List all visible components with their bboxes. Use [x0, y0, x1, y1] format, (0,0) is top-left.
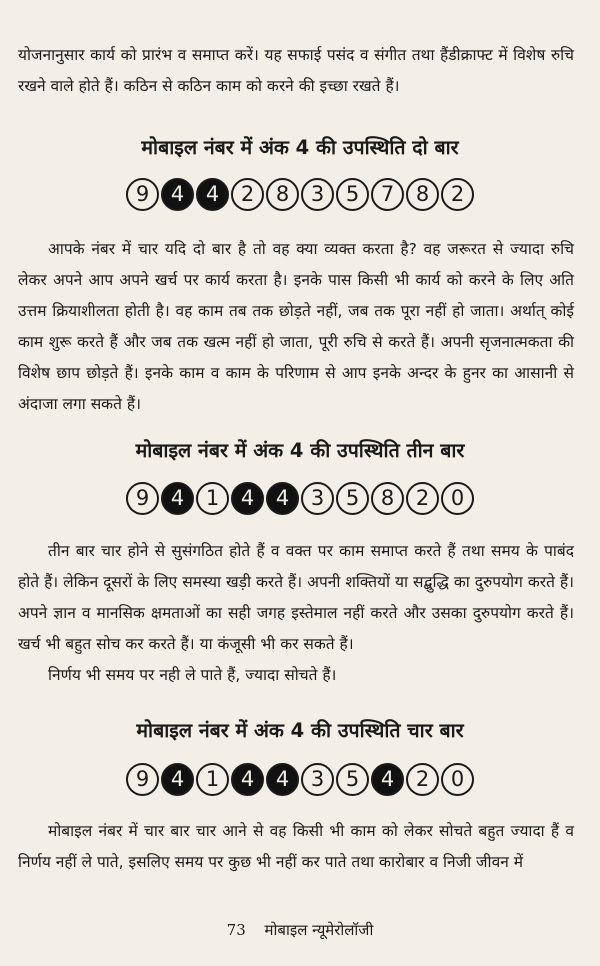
heading-four-four: मोबाइल नंबर में अंक 4 की उपस्थिति चार बार — [136, 719, 464, 742]
digit-circle: 4 — [161, 482, 194, 515]
digit-circle: 3 — [301, 178, 334, 211]
digit-circle: 7 — [371, 178, 404, 211]
digit-circle: 4 — [161, 178, 194, 211]
digit-circle: 0 — [441, 482, 474, 515]
book-title: मोबाइल न्यूमेरोलॉजी — [264, 921, 374, 939]
paragraph-thrice: तीन बार चार होने से सुसंगठित होते हैं व वक्त पर काम समाप्त करते हैं तथा समय के पाबंद होते हैं। लेकिन दूसरों के लिए समस्या खड़ी करते हैं। अपनी शक्तियों या सद्बुद्धि का दुरुपयोग करते हैं। अपने ज्ञान व मानसिक क्षमताओं का सही जगह इस्तेमाल नहीं करते और उसका दुरुपयोग करते हैं। खर्च भी बहुत सोच कर करते हैं। या कंजूसी भी कर सकते हैं। — [18, 542, 574, 653]
digit-row-thrice — [0, 482, 600, 515]
digit-circle: 1 — [196, 482, 229, 515]
digit-circle: 2 — [406, 482, 439, 515]
digit-circle: 3 — [301, 482, 334, 515]
heading-four-thrice: मोबाइल नंबर में अंक 4 की उपस्थिति तीन बार — [135, 439, 465, 462]
digit-circle: 9 — [126, 482, 159, 515]
digit-circle: 9 — [126, 763, 159, 796]
digit-circle: 5 — [336, 482, 369, 515]
digit-circle: 9 — [126, 178, 159, 211]
heading-four-twice: मोबाइल नंबर में अंक 4 की उपस्थिति दो बार — [141, 136, 459, 159]
paragraph-four: मोबाइल नंबर में चार बार चार आने से वह किसी भी काम को लेकर सोचते बहुत ज्यादा हैं व निर्णय नहीं ले पाते, इसलिए समय पर कुछ भी नहीं कर पाते तथा कारोबार व निजी जीवन में — [18, 822, 574, 871]
digit-circle: 4 — [231, 763, 264, 796]
paragraph-intro: योजनानुसार कार्य को प्रारंभ व समाप्त करें। यह सफाई पसंद व संगीत तथा हैंडीक्राफ्ट में विशेष रुचि रखने वाले होते हैं। कठिन से कठिन काम को करने की इच्छा रखते हैं। — [18, 46, 574, 95]
digit-circle: 4 — [231, 482, 264, 515]
digit-circle: 4 — [266, 482, 299, 515]
digit-circle: 4 — [371, 763, 404, 796]
digit-circle: 8 — [266, 178, 299, 211]
digit-circle: 2 — [231, 178, 264, 211]
digit-circle: 4 — [196, 178, 229, 211]
digit-circle: 5 — [336, 178, 369, 211]
digit-circle: 8 — [406, 178, 439, 211]
digit-circle: 4 — [161, 763, 194, 796]
page-number: 73 — [226, 921, 246, 939]
digit-circle: 1 — [196, 763, 229, 796]
digit-circle: 5 — [336, 763, 369, 796]
digit-circle: 0 — [441, 763, 474, 796]
digit-row-twice — [0, 178, 600, 211]
digit-circle: 2 — [441, 178, 474, 211]
digit-row-four — [0, 763, 600, 796]
digit-circle: 4 — [266, 763, 299, 796]
digit-circle: 3 — [301, 763, 334, 796]
paragraph-thrice-extra: निर्णय भी समय पर नही ले पाते हैं, ज्यादा सोचते हैं। — [48, 666, 337, 684]
page-footer — [0, 920, 600, 940]
paragraph-twice: आपके नंबर में चार यदि दो बार है तो वह क्या व्यक्त करता है? वह जरूरत से ज्यादा रुचि लेकर अपने आप अपने खर्च पर कार्य करता है। इनके पास किसी भी कार्य को करने के लिए अति उत्तम क्रियाशीलता होती है। वह काम तब तक छोड़ते नहीं, जब तक पूरा नहीं हो जाता। अर्थात् कोई काम शुरू करते हैं और जब तक खत्म नहीं हो जाता, पूरी रुचि से करते हैं। अपनी सृजनात्मकता की विशेष छाप छोड़ते हैं। इनके काम व काम के परिणाम से आप इनके अन्दर के हुनर का आसानी से अंदाजा लगा सकते हैं। — [18, 240, 574, 413]
digit-circle: 8 — [371, 482, 404, 515]
digit-circle: 2 — [406, 763, 439, 796]
